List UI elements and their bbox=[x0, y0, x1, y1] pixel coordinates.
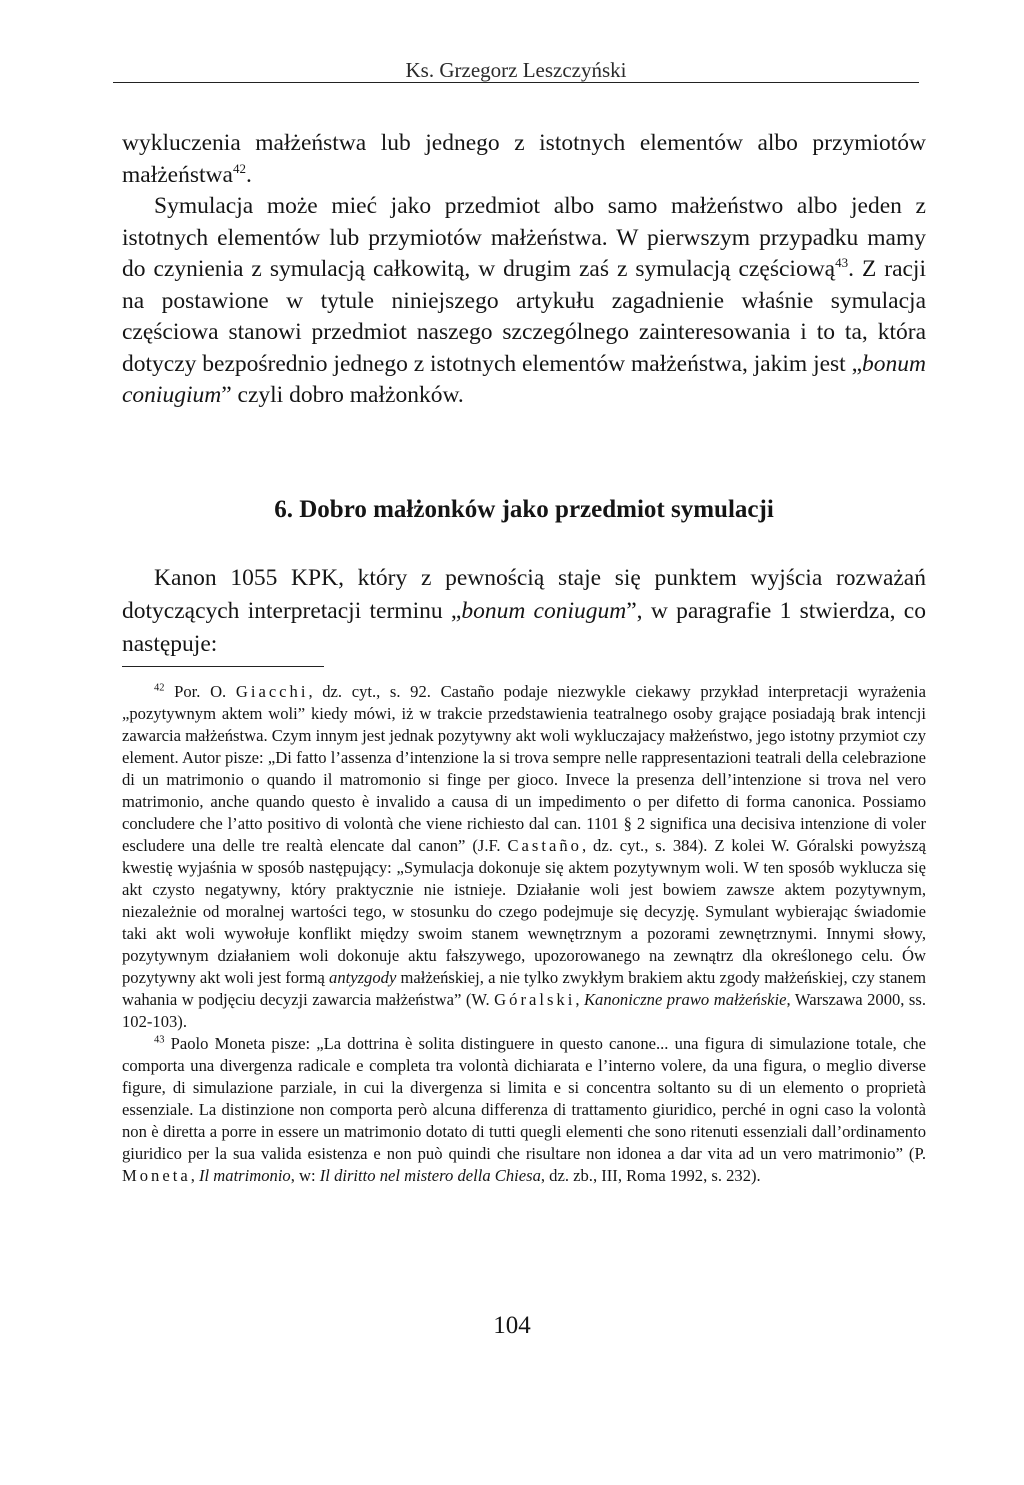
paragraph: Kanon 1055 KPK, który z pewnością staje się punktem wyjścia rozważań dotyczących interpretacji terminu „bonum coniugum”, w paragrafie 1 stwierdza, co następuje: bbox=[122, 565, 926, 657]
paragraph: wykluczenia małżeństwa lub jednego z istotnych elementów albo przymiotów małżeństwa$^{42}$. bbox=[122, 130, 926, 188]
footnote-42: $^{42}$ Por. O. Giacchi, dz. cyt., s. 92. Castaño podaje niezwykle ciekawy przykład interpretacji wyrażenia „pozytywnym aktem woli” kiedy mówi, iż w trakcie przedstawienia teatralnego osoby grające posiadają brak intencji zawarcia małżeństwa. Czym innym jest jednak pozytywny akt woli wykluczajacy małżeństwo, jego istotny przymiot czy element. Autor pisze: „Di fatto l’assenza d’intenzione la si trova sempre nelle rappresentazioni teatrali della celebrazione di un matrimonio o quando il matromonio si finge per gioco. Invece la presenza dell’intenzione si trova nel vero matrimonio, anche quando questo è invalido a causa di un impedimento o per difetto di forma canonica. Possiamo concludere che l’atto positivo di volontà che viene richiesto dal can. 1101 § 2 significa una decisiva intenzione di voler escludere una delle tre realtà elencate dal canon” (J.F. Castaño, dz. cyt., s. 384). Z kolei W. Góralski powyższą kwestię wyjaśnia w sposób następujący: „Symulacja dokonuje się aktem pozytywnym woli. W ten sposób wyklucza się akt czysto negatywny, który praktycznie nie istnieje. Działanie woli jest bowiem zawsze aktem pozytywnym, niezależnie od moralnej wartości tego, w stosunku do czego podejmuje się decyzję. Symulant wybierając świadomie taki akt woli wywołuje konflikt między swoim stanem wewnętrznym a pozorami zewnętrznymi. Innymi słowy, pozytywnym działaniem woli dokonuje aktu fałszywego, upozorowanego na zewnątrz dla określonego celu. Ów pozytywny akt woli jest formą antyzgody małżeńskiej, a nie tylko zwykłym brakiem aktu zgody małżeńskiej, czy stanem wahania w podjęciu decyzji zawarcia małżeństwa” (W. Góralski, Kanoniczne prawo małżeńskie, Warszawa 2000, ss. 102-103). bbox=[122, 682, 927, 1031]
header-rule bbox=[113, 82, 919, 83]
footnote-43: $^{43}$ Paolo Moneta pisze: „La dottrina è solita distinguere in questo canone... una figura di simulazione totale, che comporta una divergenza radicale e completa tra volontà dichiarata e l’interno volere, da una figura, o meglio diverse figure, di simulazione parziale, in cui la divergenza si limita e si concentra soltanto su di un elemento o proprietà essenziale. La distinzione non comporta però alcuna differenza di trattamento giuridico, perché in ogni caso la volontà non è diretta a porre in essere un matrimonio dotato di tutti quegli elementi che sono ritenuti essenziali dall’ordinamento giuridico per la sua valida esistenza e non può quindi che risultare non idonea a dar vita ad un vero matrimonio” (P. Moneta, Il matrimonio, w: Il diritto nel mistero della Chiesa, dz. zb., III, Roma 1992, s. 232). bbox=[122, 1034, 926, 1185]
footnote-number: 42 bbox=[154, 682, 165, 694]
footnote-reference[interactable]: 43 bbox=[835, 255, 849, 271]
paragraph: Symulacja może mieć jako przedmiot albo samo małżeństwo albo jeden z istotnych elementów lub przymiotów małżeństwa. W pierwszym przypadku mamy do czynienia z symulacją całkowitą, w drugim zaś z symulacją częściową$^{43}$. Z racji na postawione w tytule niniejszego artykułu zagadnienie właśnie symulacja częściowa stanowi przedmiot naszego szczególnego zainteresowania i to ta, która dotyczy bezpośrednio jednego z istotnych elementów małżeństwa, jakim jest „bonum coniugium” czyli dobro małżonków. bbox=[122, 193, 927, 408]
section-text bbox=[122, 562, 926, 661]
footnote-number: 43 bbox=[154, 1034, 165, 1046]
section-heading: 6. Dobro małżonków jako przedmiot symulacji bbox=[274, 496, 774, 523]
footnote-separator bbox=[122, 666, 324, 667]
running-head: Ks. Grzegorz Leszczyński bbox=[405, 58, 627, 82]
footnotes bbox=[122, 681, 926, 1187]
footnote-reference[interactable]: 42 bbox=[232, 160, 246, 176]
main-text bbox=[122, 128, 926, 412]
page-number: 104 bbox=[493, 1312, 531, 1339]
